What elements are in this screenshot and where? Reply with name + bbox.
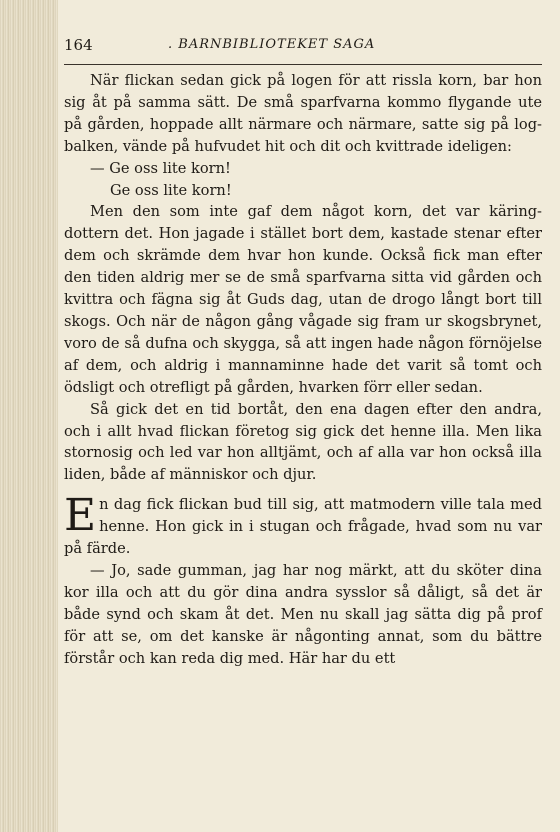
page-number: 164 — [64, 36, 93, 54]
paragraph: — Jo, sade gumman, jag har nog märkt, att du sköter dina kor illa och att du gör dina andra sysslor så dåligt, så det är både synd och skam åt det. Men nu skall jag sätta dig på prof för att se, om det kanske är någonting annat, som du bättre förstår och kan reda dig med. Här har du ett — [64, 561, 542, 667]
section-gap — [64, 486, 542, 494]
body-text — [64, 70, 542, 669]
paragraph-text: n dag fick flickan bud till sig, att matmodern ville tala med henne. Hon gick in i stugan och frågade, hvad som nu var på färde. — [64, 496, 542, 558]
paragraph: När flickan sedan gick på logen för att rissla korn, bar hon sig åt på samma sätt. De små sparfvarna kommo flygande ute på gården, hoppade allt närmare och närmare, satte sig på log-balken, vände på hufvudet hit och dit och kvittrade ideligen: — [64, 72, 542, 155]
paragraph: Men den som inte gaf dem något korn, det var käring-dottern det. Hon jagade i stället bort dem, kastade stenar efter dem och skrämde dem hvar hon kunde. Också fick man efter den tiden aldrig mer se de små sparfvarna sitta vid gården och kvittra och fägna sig åt Guds dag, utan de drogo långt bort till skogs. Och när de någon gång vågade sig fram ur skogsbrynet, voro de så dufna och skygga, så att ingen hade någon förnöjelse af dem, och aldrig i mannaminne hade det varit så tomt och ödsligt och otrefligt på gården, hvarken förr eller sedan. — [64, 203, 542, 396]
drop-cap: E — [64, 490, 97, 542]
page-header — [64, 36, 542, 56]
dialog-line: Ge oss lite korn! — [110, 181, 232, 199]
running-title: . BARNBIBLIOTEKET SAGA — [168, 37, 376, 52]
dialog-line: — Ge oss lite korn! — [90, 159, 231, 177]
section-opening-paragraph — [64, 490, 542, 560]
paragraph: Så gick det en tid bortåt, den ena dagen efter den andra, och i allt hvad flickan företog sig gick det henne illa. Men lika stornosig och led var hon alltjämt, och af alla var hon också illa liden, både af människor och djur. — [64, 400, 542, 484]
book-page-edges — [0, 0, 59, 832]
header-rule — [64, 64, 542, 65]
